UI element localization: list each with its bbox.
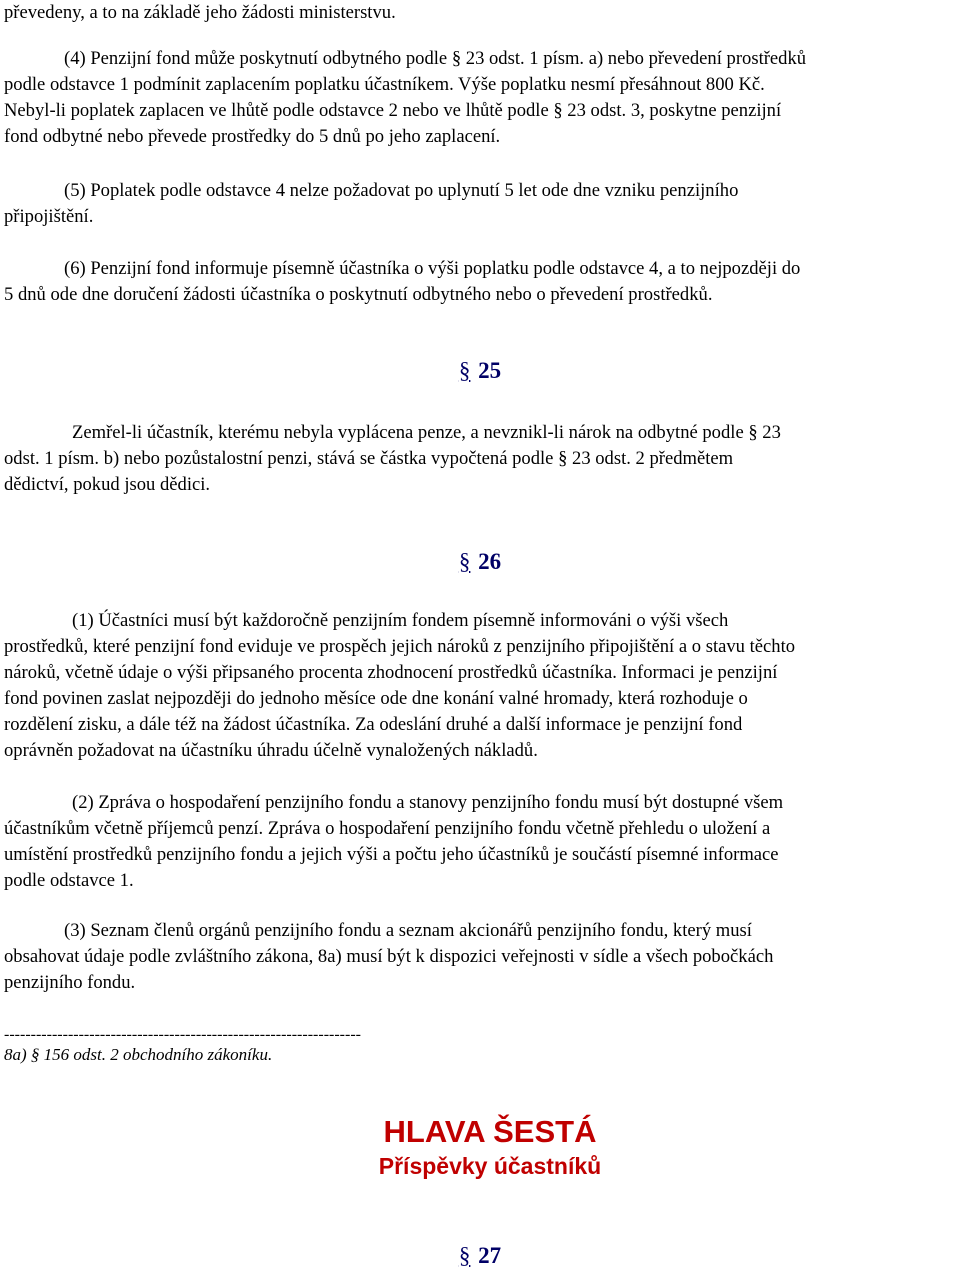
text-line: dědictví, pokud jsou dědici. <box>4 474 211 495</box>
text-line: Nebyl-li poplatek zaplacen ve lhůtě podle odstavce 2 nebo ve lhůtě podle § 23 odst. 3, poskytne penzijní <box>4 100 782 121</box>
footnote-text: 8a) § 156 odst. 2 obchodního zákoníku. <box>4 1045 273 1064</box>
section-number: 26 <box>478 549 502 574</box>
text-line: připojištění. <box>4 206 94 227</box>
text-line: účastníkům včetně příjemců penzí. Zpráva o hospodaření penzijního fondu včetně přehledu o uložení a <box>4 818 771 839</box>
section-heading-25 <box>0 358 960 384</box>
paragraph-26-3 <box>4 918 956 996</box>
text-line: nároků, včetně údaje o výši připsaného procenta zhodnocení prostředků účastníka. Informaci je penzijní <box>4 662 778 683</box>
text-line: Zemřel-li účastník, kterému nebyla vyplácena penze, a nevznikl-li nárok na odbytné podle § 23 <box>72 422 781 443</box>
text-line: oprávněn požadovat na účastníku úhradu účelně vynaložených nákladů. <box>4 740 538 761</box>
section-sign: § <box>458 549 471 574</box>
paragraph-26-1 <box>4 608 956 764</box>
paragraph-intro <box>4 0 956 26</box>
section-number: 25 <box>478 358 502 383</box>
section-heading-26 <box>0 549 960 575</box>
section-number: 27 <box>478 1243 502 1268</box>
text-line: (4) Penzijní fond může poskytnutí odbytného podle § 23 odst. 1 písm. a) nebo převedení prostředků <box>64 48 807 69</box>
text-line: (3) Seznam členů orgánů penzijního fondu a seznam akcionářů penzijního fondu, který musí <box>64 920 752 941</box>
text-line: převedeny, a to na základě jeho žádosti ministerstvu. <box>4 2 396 23</box>
text-line: (6) Penzijní fond informuje písemně účastníka o výši poplatku podle odstavce 4, a to nejpozději do <box>64 258 801 279</box>
text-line: obsahovat údaje podle zvláštního zákona, 8a) musí být k dispozici veřejnosti v sídle a všech pobočkách <box>4 946 774 967</box>
paragraph-6 <box>4 256 956 308</box>
section-sign: § <box>458 1243 471 1268</box>
part-subtitle: Příspěvky účastníků <box>378 1153 602 1179</box>
paragraph-26-2 <box>4 790 956 894</box>
text-line: (2) Zpráva o hospodaření penzijního fondu a stanovy penzijního fondu musí být dostupné všem <box>72 792 784 813</box>
text-line: fond odbytné nebo převede prostředky do 5 dnů po jeho zaplacení. <box>4 126 501 147</box>
paragraph-4 <box>4 46 956 150</box>
text-line: umístění prostředků penzijního fondu a jejich výši a počtu jeho účastníků je součástí písemné informace <box>4 844 779 865</box>
text-line: prostředků, které penzijní fond eviduje ve prospěch jejich nároků z penzijního připojištění a o stavu těchto <box>4 636 796 657</box>
text-line: 5 dnů ode dne doručení žádosti účastníka o poskytnutí odbytného nebo o převedení prostředků. <box>4 284 713 305</box>
section-heading-27 <box>0 1243 960 1269</box>
section-sign: § <box>458 358 471 383</box>
text-line: rozdělení zisku, a dále též na žádost účastníka. Za odeslání druhé a další informace je penzijní fond <box>4 714 743 735</box>
paragraph-5 <box>4 178 956 230</box>
text-line: podle odstavce 1 podmínit zaplacením poplatku účastníkem. Výše poplatku nesmí přesáhnout 800 Kč. <box>4 74 765 95</box>
text-line: (1) Účastníci musí být každoročně penzijním fondem písemně informováni o výši všech <box>72 610 729 631</box>
footnote-separator: ------------------------------------------------------------------- <box>4 1026 361 1043</box>
text-line: (5) Poplatek podle odstavce 4 nelze požadovat po uplynutí 5 let ode dne vzniku penzijního <box>64 180 739 201</box>
part-title: HLAVA ŠESTÁ <box>383 1114 597 1149</box>
paragraph-25 <box>4 420 956 498</box>
text-line: fond povinen zaslat nejpozději do jednoho měsíce ode dne konání valné hromady, která rozhoduje o <box>4 688 748 709</box>
text-line: podle odstavce 1. <box>4 870 134 891</box>
text-line: odst. 1 písm. b) nebo pozůstalostní penzi, stává se částka vypočtená podle § 23 odst. 2 předmětem <box>4 448 734 469</box>
text-line: penzijního fondu. <box>4 972 136 993</box>
